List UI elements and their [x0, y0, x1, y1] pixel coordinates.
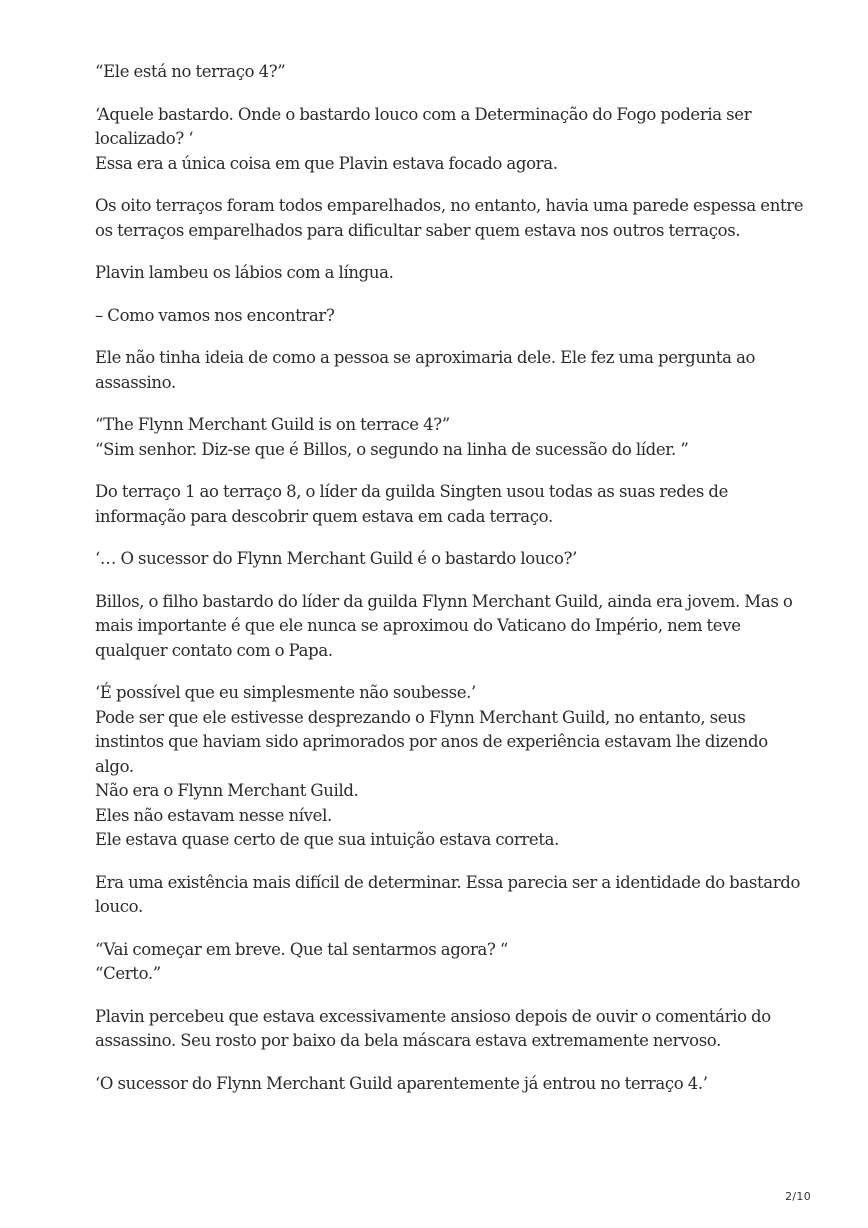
paragraph-12: [95, 871, 801, 920]
text-line: ‘É possível que eu simplesmente não soubesse.’: [95, 683, 476, 702]
text-line: Não era o Flynn Merchant Guild.: [95, 781, 359, 800]
paragraph-10: [95, 590, 793, 664]
text-line: Ele não tinha ideia de como a pessoa se aproximaria dele. Ele fez uma pergunta ao: [95, 348, 756, 367]
paragraph-11: [95, 681, 785, 853]
text-line: instintos que haviam sido aprimorados por anos de experiência estavam lhe dizendo: [95, 732, 768, 751]
text-line: algo.: [95, 756, 134, 776]
text-line: Pode ser que ele estivesse desprezando o Flynn Merchant Guild, no entanto, seus: [95, 707, 746, 727]
page-number: 2/10: [785, 1190, 811, 1203]
paragraph-2: [95, 103, 785, 177]
text-line: ‘Aquele bastardo. Onde o bastardo louco com a Determinação do Fogo poderia ser: [95, 104, 752, 124]
text-line: louco.: [95, 897, 143, 916]
text-line: Eles não estavam nesse nível.: [95, 805, 332, 825]
text-line: localizado? ‘: [95, 129, 194, 148]
text-line: Plavin percebeu que estava excessivamente ansioso depois de ouvir o comentário do: [95, 1006, 771, 1026]
text-line: Plavin lambeu os lábios com a língua.: [95, 263, 394, 282]
text-line: “The Flynn Merchant Guild is on terrace 4?”: [95, 415, 450, 434]
text-line: assassino.: [95, 372, 176, 392]
paragraph-3: [95, 194, 804, 243]
text-line: Essa era a única coisa em que Plavin estava focado agora.: [95, 153, 558, 173]
document-body: [95, 60, 804, 1114]
text-line: mais importante é que ele nunca se aproximou do Vaticano do Império, nem teve: [95, 616, 741, 635]
paragraph-15: [95, 1072, 785, 1097]
text-line: ‘… O sucessor do Flynn Merchant Guild é o bastardo louco?’: [95, 549, 578, 568]
paragraph-7: [95, 413, 785, 462]
paragraph-1: [95, 60, 785, 85]
text-line: Billos, o filho bastardo do líder da guilda Flynn Merchant Guild, ainda era jovem. Mas o: [95, 591, 793, 611]
paragraph-5: [95, 304, 785, 329]
paragraph-14: [95, 1005, 785, 1054]
paragraph-4: [95, 261, 785, 286]
paragraph-8: [95, 480, 785, 529]
text-line: Era uma existência mais difícil de determinar. Essa parecia ser a identidade do bastardo: [95, 872, 801, 892]
text-line: Os oito terraços foram todos emparelhados, no entanto, havia uma parede espessa entre: [95, 196, 804, 215]
text-line: “Certo.”: [95, 964, 161, 983]
text-line: informação para descobrir quem estava em cada terraço.: [95, 506, 553, 526]
text-line: “Ele está no terraço 4?”: [95, 62, 286, 81]
text-line: “Vai começar em breve. Que tal sentarmos agora? “: [95, 939, 508, 959]
text-line: qualquer contato com o Papa.: [95, 640, 333, 660]
text-line: os terraços emparelhados para dificultar saber quem estava nos outros terraços.: [95, 220, 741, 240]
text-line: Do terraço 1 ao terraço 8, o líder da guilda Singten usou todas as suas redes de: [95, 482, 729, 501]
text-line: “Sim senhor. Diz-se que é Billos, o segundo na linha de sucessão do líder. ”: [95, 439, 689, 459]
paragraph-13: [95, 938, 785, 987]
paragraph-6: [95, 346, 785, 395]
text-line: Ele estava quase certo de que sua intuição estava correta.: [95, 830, 560, 849]
paragraph-9: [95, 547, 785, 572]
text-line: assassino. Seu rosto por baixo da bela máscara estava extremamente nervoso.: [95, 1031, 721, 1050]
text-line: – Como vamos nos encontrar?: [95, 305, 335, 325]
text-line: ‘O sucessor do Flynn Merchant Guild aparentemente já entrou no terraço 4.’: [95, 1073, 708, 1093]
